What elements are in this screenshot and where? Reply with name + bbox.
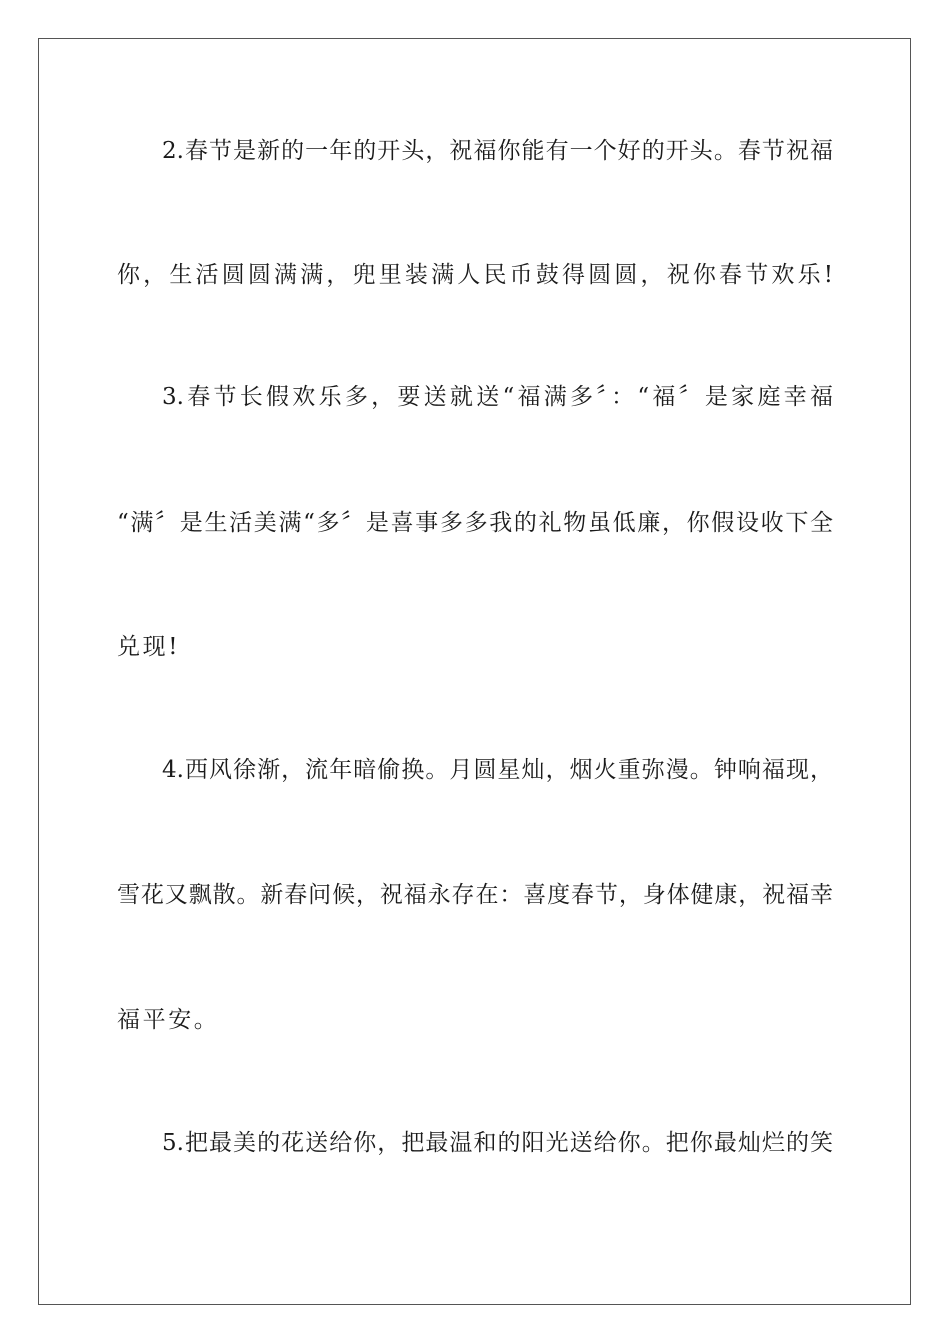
paragraph-3-line-1: 3.春节长假欢乐多，要送就送“福满多〞：“福〞是家庭幸福 <box>162 384 833 410</box>
paragraph-4-line-3: 福平安。 <box>117 1007 220 1033</box>
paragraph-3-line-2: “满〞是生活美满“多〞是喜事多多我的礼物虽低廉，你假设收下全 <box>117 510 833 536</box>
paragraph-5-line-1: 5.把最美的花送给你，把最温和的阳光送给你。把你最灿烂的笑 <box>162 1130 833 1156</box>
paragraph-2-line-1: 2.春节是新的一年的开头，祝福你能有一个好的开头。春节祝福 <box>162 138 833 164</box>
paragraph-3-line-3: 兑现! <box>117 634 181 660</box>
paragraph-4-line-2: 雪花又飘散。新春问候，祝福永存在：喜度春节，身体健康，祝福幸 <box>117 882 833 908</box>
page-frame <box>38 38 911 1305</box>
paragraph-2-line-2: 你，生活圆圆满满，兜里装满人民币鼓得圆圆，祝你春节欢乐! <box>117 262 833 288</box>
paragraph-4-line-1: 4.西风徐渐，流年暗偷换。月圆星灿，烟火重弥漫。钟响福现， <box>162 757 833 783</box>
